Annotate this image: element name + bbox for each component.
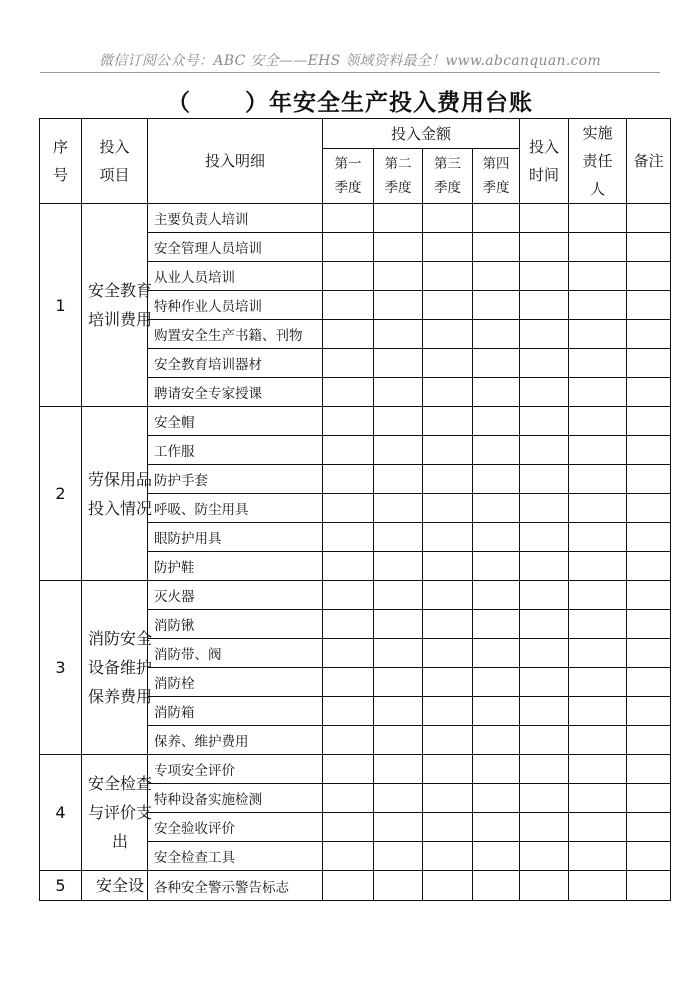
input-time-cell[interactable] — [520, 697, 569, 726]
responsible-person-cell[interactable] — [569, 639, 627, 668]
q1-amount-cell[interactable] — [323, 320, 374, 349]
responsible-person-cell[interactable] — [569, 726, 627, 755]
responsible-person-cell[interactable] — [569, 523, 627, 552]
q4-amount-cell[interactable] — [473, 233, 520, 262]
remark-cell[interactable] — [627, 668, 671, 697]
responsible-person-cell[interactable] — [569, 842, 627, 871]
input-time-cell[interactable] — [520, 842, 569, 871]
q2-amount-cell[interactable] — [374, 726, 423, 755]
q1-amount-cell[interactable] — [323, 233, 374, 262]
group-category — [82, 581, 153, 755]
q2-amount-cell[interactable] — [374, 523, 423, 552]
input-time-cell[interactable] — [520, 349, 569, 378]
input-time-cell[interactable] — [520, 523, 569, 552]
item-detail: 专项安全评价 — [148, 755, 323, 784]
item-detail: 保养、维护费用 — [148, 726, 323, 755]
item-detail: 购置安全生产书籍、刊物 — [148, 320, 323, 349]
header-q1 — [323, 149, 374, 204]
input-time-cell[interactable] — [520, 581, 569, 610]
responsible-person-cell[interactable] — [569, 349, 627, 378]
q3-amount-cell[interactable] — [423, 349, 473, 378]
item-detail: 特种作业人员培训 — [148, 291, 323, 320]
q1-amount-cell[interactable] — [323, 494, 374, 523]
header-seq — [40, 119, 82, 204]
group-category — [82, 871, 148, 901]
q3-amount-cell[interactable] — [423, 552, 473, 581]
header-rule — [40, 72, 660, 73]
q2-amount-cell[interactable] — [374, 204, 423, 233]
group-category — [82, 204, 153, 407]
q3-amount-cell[interactable] — [423, 233, 473, 262]
q4-amount-cell[interactable] — [473, 610, 520, 639]
header-q3 — [423, 149, 473, 204]
responsible-person-cell[interactable] — [569, 871, 627, 901]
q4-amount-cell[interactable] — [473, 552, 520, 581]
q3-amount-cell[interactable] — [423, 668, 473, 697]
q2-amount-cell[interactable] — [374, 378, 423, 407]
item-detail: 工作服 — [148, 436, 323, 465]
header-remark — [627, 119, 671, 204]
input-time-cell[interactable] — [520, 668, 569, 697]
q1-amount-cell[interactable] — [323, 726, 374, 755]
input-time-cell[interactable] — [520, 639, 569, 668]
remark-cell[interactable] — [627, 813, 671, 842]
input-time-cell[interactable] — [520, 755, 569, 784]
q1-amount-cell[interactable] — [323, 610, 374, 639]
q1-amount-cell[interactable] — [323, 842, 374, 871]
q3-amount-cell[interactable] — [423, 465, 473, 494]
q2-amount-cell[interactable] — [374, 291, 423, 320]
q3-amount-cell[interactable] — [423, 755, 473, 784]
remark-cell[interactable] — [627, 320, 671, 349]
q1-amount-cell[interactable] — [323, 465, 374, 494]
q2-amount-cell[interactable] — [374, 349, 423, 378]
header-q4-text: 第四 季度 — [482, 156, 510, 196]
remark-cell[interactable] — [627, 436, 671, 465]
q4-amount-cell[interactable] — [473, 320, 520, 349]
remark-cell[interactable] — [627, 552, 671, 581]
q1-amount-cell[interactable] — [323, 581, 374, 610]
q1-amount-cell[interactable] — [323, 262, 374, 291]
q4-amount-cell[interactable] — [473, 262, 520, 291]
remark-cell[interactable] — [627, 465, 671, 494]
q3-amount-cell[interactable] — [423, 697, 473, 726]
item-detail: 安全管理人员培训 — [148, 233, 323, 262]
group-category-text: 安全检查与评价支出 — [88, 774, 153, 851]
q4-amount-cell[interactable] — [473, 204, 520, 233]
ledger-table — [39, 118, 671, 901]
q4-amount-cell[interactable] — [473, 494, 520, 523]
item-detail: 灭火器 — [148, 581, 323, 610]
q1-amount-cell[interactable] — [323, 291, 374, 320]
input-time-cell[interactable] — [520, 726, 569, 755]
page-title: （ ）年安全生产投入费用台账 — [166, 90, 534, 116]
q2-amount-cell[interactable] — [374, 233, 423, 262]
remark-cell[interactable] — [627, 581, 671, 610]
input-time-cell[interactable] — [520, 407, 569, 436]
table-row — [40, 755, 671, 784]
q2-amount-cell[interactable] — [374, 581, 423, 610]
header-time — [520, 119, 569, 204]
group-category-text: 安全教育培训费用 — [88, 281, 153, 329]
input-time-cell[interactable] — [520, 320, 569, 349]
q4-amount-cell[interactable] — [473, 639, 520, 668]
responsible-person-cell[interactable] — [569, 668, 627, 697]
remark-cell[interactable] — [627, 349, 671, 378]
item-detail: 安全检查工具 — [148, 842, 323, 871]
header-responsible-text: 实施 责任 人 — [582, 124, 613, 198]
remark-cell[interactable] — [627, 378, 671, 407]
q2-amount-cell[interactable] — [374, 871, 423, 901]
header-seq-text: 序 号 — [52, 138, 68, 184]
q4-amount-cell[interactable] — [473, 755, 520, 784]
q3-amount-cell[interactable] — [423, 784, 473, 813]
q2-amount-cell[interactable] — [374, 842, 423, 871]
group-number: 2 — [40, 407, 82, 581]
responsible-person-cell[interactable] — [569, 784, 627, 813]
group-number: 4 — [40, 755, 82, 871]
q1-amount-cell[interactable] — [323, 871, 374, 901]
item-detail: 从业人员培训 — [148, 262, 323, 291]
remark-cell[interactable] — [627, 610, 671, 639]
remark-cell[interactable] — [627, 494, 671, 523]
q4-amount-cell[interactable] — [473, 436, 520, 465]
q1-amount-cell[interactable] — [323, 204, 374, 233]
q4-amount-cell[interactable] — [473, 726, 520, 755]
input-time-cell[interactable] — [520, 378, 569, 407]
input-time-cell[interactable] — [520, 784, 569, 813]
item-detail: 消防箱 — [148, 697, 323, 726]
q3-amount-cell[interactable] — [423, 639, 473, 668]
group-category — [82, 755, 153, 871]
q3-amount-cell[interactable] — [423, 726, 473, 755]
responsible-person-cell[interactable] — [569, 378, 627, 407]
item-detail: 聘请安全专家授课 — [148, 378, 323, 407]
q1-amount-cell[interactable] — [323, 755, 374, 784]
input-time-cell[interactable] — [520, 871, 569, 901]
input-time-cell[interactable] — [520, 465, 569, 494]
q4-amount-cell[interactable] — [473, 291, 520, 320]
q4-amount-cell[interactable] — [473, 407, 520, 436]
responsible-person-cell[interactable] — [569, 436, 627, 465]
responsible-person-cell[interactable] — [569, 465, 627, 494]
q4-amount-cell[interactable] — [473, 697, 520, 726]
responsible-person-cell[interactable] — [569, 581, 627, 610]
remark-cell[interactable] — [627, 204, 671, 233]
header-amount-text: 投入金额 — [391, 124, 452, 143]
q1-amount-cell[interactable] — [323, 378, 374, 407]
header-remark-text: 备注 — [633, 152, 664, 170]
q2-amount-cell[interactable] — [374, 639, 423, 668]
header-detail — [148, 119, 323, 204]
q4-amount-cell[interactable] — [473, 581, 520, 610]
responsible-person-cell[interactable] — [569, 320, 627, 349]
item-detail: 安全帽 — [148, 407, 323, 436]
header-q2 — [374, 149, 423, 204]
header-q3-text: 第三 季度 — [434, 156, 461, 196]
input-time-cell[interactable] — [520, 552, 569, 581]
q2-amount-cell[interactable] — [374, 610, 423, 639]
q3-amount-cell[interactable] — [423, 842, 473, 871]
responsible-person-cell[interactable] — [569, 552, 627, 581]
q4-amount-cell[interactable] — [473, 378, 520, 407]
remark-cell[interactable] — [627, 523, 671, 552]
input-time-cell[interactable] — [520, 291, 569, 320]
remark-cell[interactable] — [627, 639, 671, 668]
group-number: 3 — [40, 581, 82, 755]
q4-amount-cell[interactable] — [473, 349, 520, 378]
q1-amount-cell[interactable] — [323, 639, 374, 668]
q4-amount-cell[interactable] — [473, 523, 520, 552]
responsible-person-cell[interactable] — [569, 813, 627, 842]
remark-cell[interactable] — [627, 784, 671, 813]
q1-amount-cell[interactable] — [323, 436, 374, 465]
group-number: 5 — [40, 871, 82, 901]
q2-amount-cell[interactable] — [374, 755, 423, 784]
q3-amount-cell[interactable] — [423, 436, 473, 465]
q3-amount-cell[interactable] — [423, 204, 473, 233]
q3-amount-cell[interactable] — [423, 407, 473, 436]
q3-amount-cell[interactable] — [423, 581, 473, 610]
responsible-person-cell[interactable] — [569, 755, 627, 784]
remark-cell[interactable] — [627, 407, 671, 436]
watermark-text: 微信订阅公众号：ABC 安全——EHS 领域资料最全！www.abcanquan.com — [98, 53, 602, 69]
q4-amount-cell[interactable] — [473, 784, 520, 813]
header-time-text: 投入 时间 — [529, 138, 560, 184]
q1-amount-cell[interactable] — [323, 697, 374, 726]
item-detail: 消防带、阀 — [148, 639, 323, 668]
q4-amount-cell[interactable] — [473, 668, 520, 697]
input-time-cell[interactable] — [520, 610, 569, 639]
header-q2-text: 第二 季度 — [384, 156, 412, 196]
input-time-cell[interactable] — [520, 813, 569, 842]
q3-amount-cell[interactable] — [423, 262, 473, 291]
q2-amount-cell[interactable] — [374, 407, 423, 436]
table-row — [40, 204, 671, 233]
q3-amount-cell[interactable] — [423, 871, 473, 901]
group-category — [82, 407, 153, 581]
table-row — [40, 581, 671, 610]
q3-amount-cell[interactable] — [423, 610, 473, 639]
q1-amount-cell[interactable] — [323, 813, 374, 842]
item-detail: 特种设备实施检测 — [148, 784, 323, 813]
q1-amount-cell[interactable] — [323, 668, 374, 697]
q3-amount-cell[interactable] — [423, 494, 473, 523]
header-q1-text: 第一 季度 — [334, 156, 362, 196]
remark-cell[interactable] — [627, 291, 671, 320]
remark-cell[interactable] — [627, 262, 671, 291]
input-time-cell[interactable] — [520, 436, 569, 465]
item-detail: 主要负责人培训 — [148, 204, 323, 233]
responsible-person-cell[interactable] — [569, 291, 627, 320]
q2-amount-cell[interactable] — [374, 262, 423, 291]
input-time-cell[interactable] — [520, 233, 569, 262]
header-responsible — [569, 119, 627, 204]
responsible-person-cell[interactable] — [569, 610, 627, 639]
q2-amount-cell[interactable] — [374, 436, 423, 465]
responsible-person-cell[interactable] — [569, 697, 627, 726]
q2-amount-cell[interactable] — [374, 813, 423, 842]
remark-cell[interactable] — [627, 233, 671, 262]
q1-amount-cell[interactable] — [323, 523, 374, 552]
remark-cell[interactable] — [627, 871, 671, 901]
item-detail: 安全验收评价 — [148, 813, 323, 842]
responsible-person-cell[interactable] — [569, 262, 627, 291]
responsible-person-cell[interactable] — [569, 494, 627, 523]
remark-cell[interactable] — [627, 755, 671, 784]
item-detail: 消防锹 — [148, 610, 323, 639]
q3-amount-cell[interactable] — [423, 523, 473, 552]
header-q4 — [473, 149, 520, 204]
header-project — [82, 119, 148, 204]
item-detail: 防护鞋 — [148, 552, 323, 581]
q2-amount-cell[interactable] — [374, 465, 423, 494]
input-time-cell[interactable] — [520, 494, 569, 523]
responsible-person-cell[interactable] — [569, 204, 627, 233]
responsible-person-cell[interactable] — [569, 233, 627, 262]
q2-amount-cell[interactable] — [374, 552, 423, 581]
header-amount — [323, 119, 520, 149]
q3-amount-cell[interactable] — [423, 320, 473, 349]
item-detail: 防护手套 — [148, 465, 323, 494]
input-time-cell[interactable] — [520, 262, 569, 291]
remark-cell[interactable] — [627, 697, 671, 726]
group-category-text: 劳保用品投入情况 — [88, 469, 153, 518]
remark-cell[interactable] — [627, 842, 671, 871]
header-project-text: 投入 项目 — [99, 138, 130, 184]
item-detail: 眼防护用具 — [148, 523, 323, 552]
responsible-person-cell[interactable] — [569, 407, 627, 436]
q1-amount-cell[interactable] — [323, 349, 374, 378]
ledger-body — [40, 204, 671, 901]
item-detail: 安全教育培训器材 — [148, 349, 323, 378]
q1-amount-cell[interactable] — [323, 552, 374, 581]
q4-amount-cell[interactable] — [473, 871, 520, 901]
q2-amount-cell[interactable] — [374, 697, 423, 726]
group-category-text: 安全设 — [95, 876, 144, 895]
input-time-cell[interactable] — [520, 204, 569, 233]
q1-amount-cell[interactable] — [323, 407, 374, 436]
item-detail: 各种安全警示警告标志 — [148, 871, 323, 901]
header-detail-text: 投入明细 — [204, 152, 265, 170]
item-detail: 消防栓 — [148, 668, 323, 697]
q2-amount-cell[interactable] — [374, 494, 423, 523]
q2-amount-cell[interactable] — [374, 320, 423, 349]
group-category-text: 消防安全设备维护保养费用 — [88, 629, 153, 706]
table-row — [40, 407, 671, 436]
q3-amount-cell[interactable] — [423, 291, 473, 320]
table-row — [40, 871, 671, 901]
q4-amount-cell[interactable] — [473, 465, 520, 494]
q4-amount-cell[interactable] — [473, 813, 520, 842]
item-detail: 呼吸、防尘用具 — [148, 494, 323, 523]
q2-amount-cell[interactable] — [374, 668, 423, 697]
remark-cell[interactable] — [627, 726, 671, 755]
q4-amount-cell[interactable] — [473, 842, 520, 871]
q3-amount-cell[interactable] — [423, 378, 473, 407]
q3-amount-cell[interactable] — [423, 813, 473, 842]
q1-amount-cell[interactable] — [323, 784, 374, 813]
q2-amount-cell[interactable] — [374, 784, 423, 813]
group-number: 1 — [40, 204, 82, 407]
